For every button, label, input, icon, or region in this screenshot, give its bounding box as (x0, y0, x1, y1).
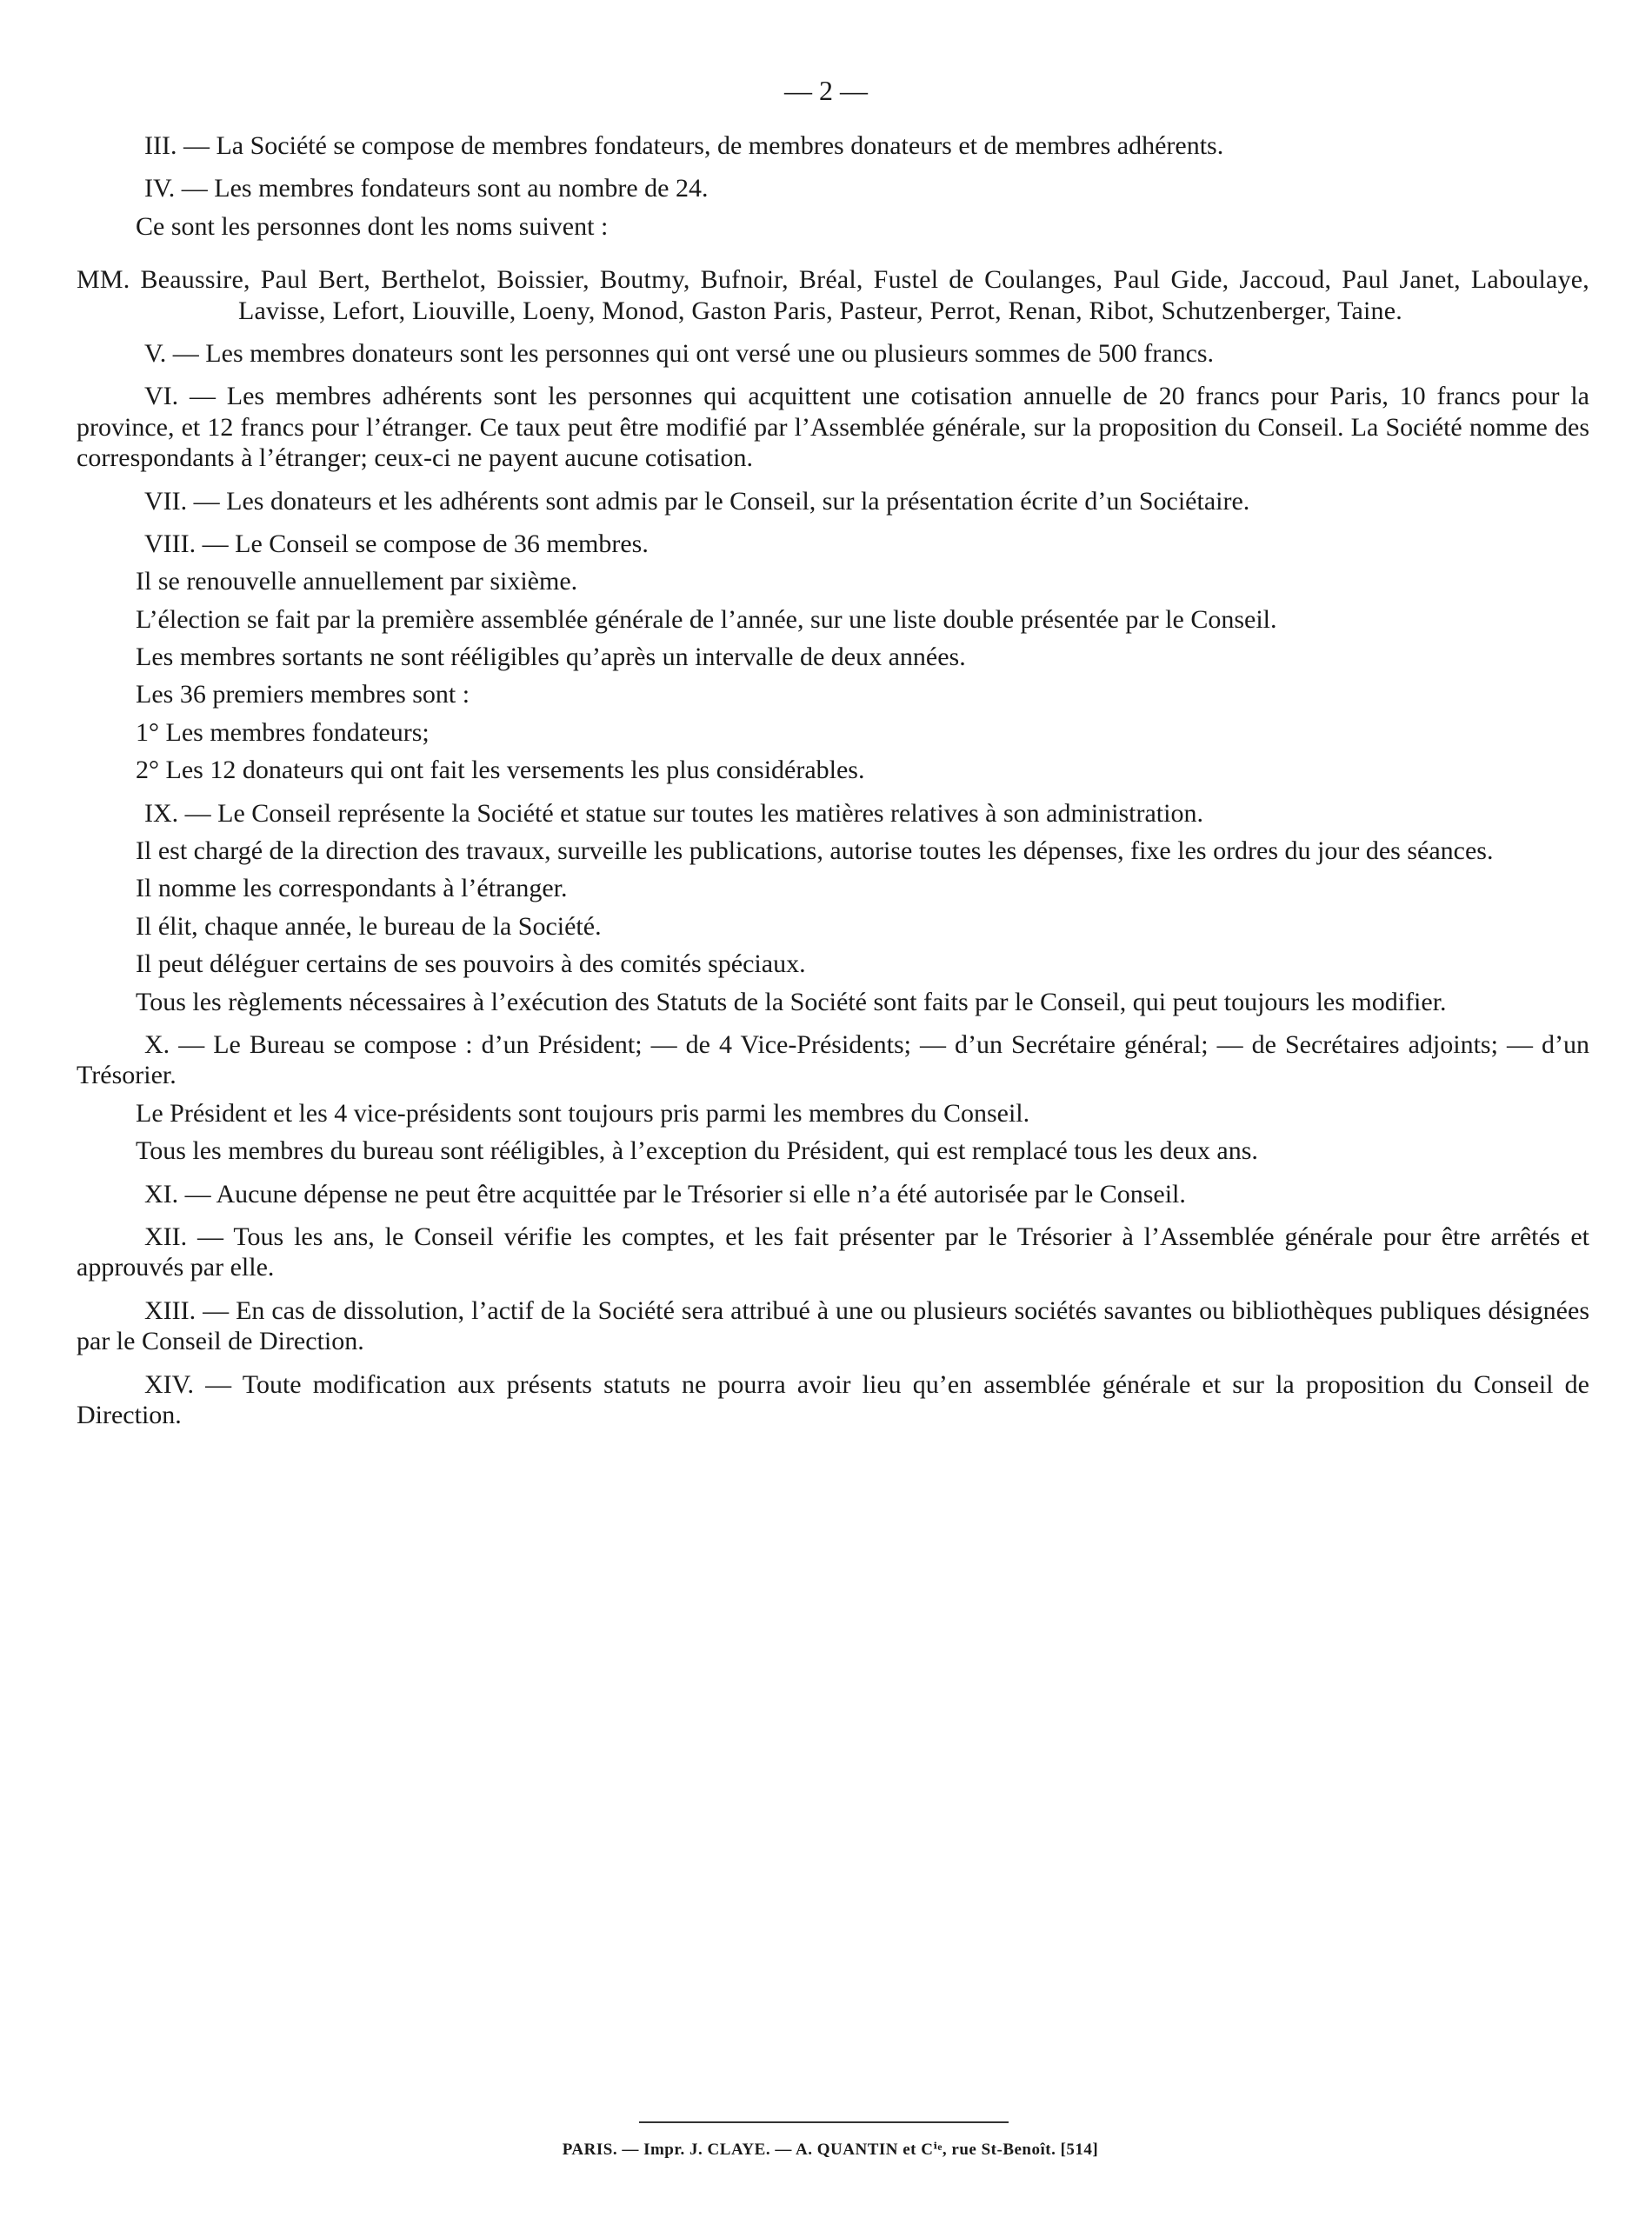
article-8-line: L’élection se fait par la première assemblée générale de l’année, sur une liste double présentée par le Conseil. (136, 604, 1277, 634)
statutes-body (77, 130, 1589, 1430)
article-4: IV. — Les membres fondateurs sont au nombre de 24. (144, 174, 709, 203)
article-6: VI. — Les membres adhérents sont les personnes qui acquittent une cotisation annuelle de 20 francs pour Paris, 10 francs pour la province, et 12 francs pour l’étranger. Ce taux peut être modifié par l’Assemblée générale, sur la proposition du Conseil. La Société nomme des correspondants à l’étranger; ceux-ci ne payent aucune cotisation. (77, 382, 1589, 473)
article-8-line: Les membres sortants ne sont rééligibles qu’après un intervalle de deux années. (136, 643, 966, 672)
printer-imprint: PARIS. — Impr. J. CLAYE. — A. QUANTIN et Cⁱᵉ, rue St-Benoît. [514] (562, 2141, 1099, 2159)
article-10-line: Tous les membres du bureau sont rééligibles, à l’exception du Président, qui est remplacé tous les deux ans. (136, 1136, 1258, 1166)
article-9-line: Il peut déléguer certains de ses pouvoirs à des comités spéciaux. (136, 949, 806, 979)
page-number: — 2 — (784, 75, 868, 106)
article-3: III. — La Société se compose de membres fondateurs, de membres donateurs et de membres adhérents. (144, 131, 1224, 160)
article-10-line: Le Président et les 4 vice-présidents sont toujours pris parmi les membres du Conseil. (136, 1098, 1030, 1128)
article-11: XI. — Aucune dépense ne peut être acquittée par le Trésorier si elle n’a été autorisée par le Conseil. (144, 1179, 1186, 1209)
article-8-line: 1° Les membres fondateurs; (136, 717, 430, 747)
article-8-line: 2° Les 12 donateurs qui ont fait les versements les plus considérables. (136, 756, 865, 785)
footer-divider (639, 2121, 1009, 2123)
article-4-intro: Ce sont les personnes dont les noms suivent : (136, 211, 609, 241)
article-7: VII. — Les donateurs et les adhérents sont admis par le Conseil, sur la présentation écrite d’un Sociétaire. (144, 486, 1250, 516)
article-5: V. — Les membres donateurs sont les personnes qui ont versé une ou plusieurs sommes de 500 francs. (144, 338, 1215, 368)
article-9-line: Il est chargé de la direction des travaux, surveille les publications, autorise toutes les dépenses, fixe les ordres du jour des séances. (136, 836, 1494, 866)
article-10: X. — Le Bureau se compose : d’un Président; — de 4 Vice-Présidents; — d’un Secrétaire général; — de Secrétaires adjoints; — d’un Trésorier. (77, 1029, 1589, 1090)
article-9-line: Il nomme les correspondants à l’étranger. (136, 874, 568, 903)
article-9-line: Tous les règlements nécessaires à l’exécution des Statuts de la Société sont faits par le Conseil, qui peut toujours les modifier. (136, 987, 1447, 1016)
article-9: IX. — Le Conseil représente la Société et statue sur toutes les matières relatives à son administration. (144, 798, 1203, 828)
article-12: XII. — Tous les ans, le Conseil vérifie les comptes, et les fait présenter par le Trésorier à l’Assemblée générale pour être arrêtés et approuvés par elle. (77, 1222, 1589, 1282)
article-8-line: Les 36 premiers membres sont : (136, 680, 470, 709)
article-8-line: Il se renouvelle annuellement par sixième. (136, 567, 578, 596)
founders-list: MM. Beaussire, Paul Bert, Berthelot, Boissier, Boutmy, Bufnoir, Bréal, Fustel de Coulanges, Paul Gide, Jaccoud, Paul Janet, Laboulaye, Lavisse, Lefort, Liouville, Loeny, Monod, Gaston Paris, Pasteur, Perrot, Renan, Ribot, Schutzenberger, Taine. (77, 265, 1589, 325)
article-13: XIII. — En cas de dissolution, l’actif de la Société sera attribué à une ou plusieurs sociétés savantes ou bibliothèques publiques désignées par le Conseil de Direction. (77, 1295, 1589, 1356)
article-14: XIV. — Toute modification aux présents statuts ne pourra avoir lieu qu’en assemblée générale et sur la proposition du Conseil de Direction. (77, 1369, 1589, 1429)
article-8: VIII. — Le Conseil se compose de 36 membres. (144, 529, 649, 558)
article-9-line: Il élit, chaque année, le bureau de la Société. (136, 911, 602, 941)
